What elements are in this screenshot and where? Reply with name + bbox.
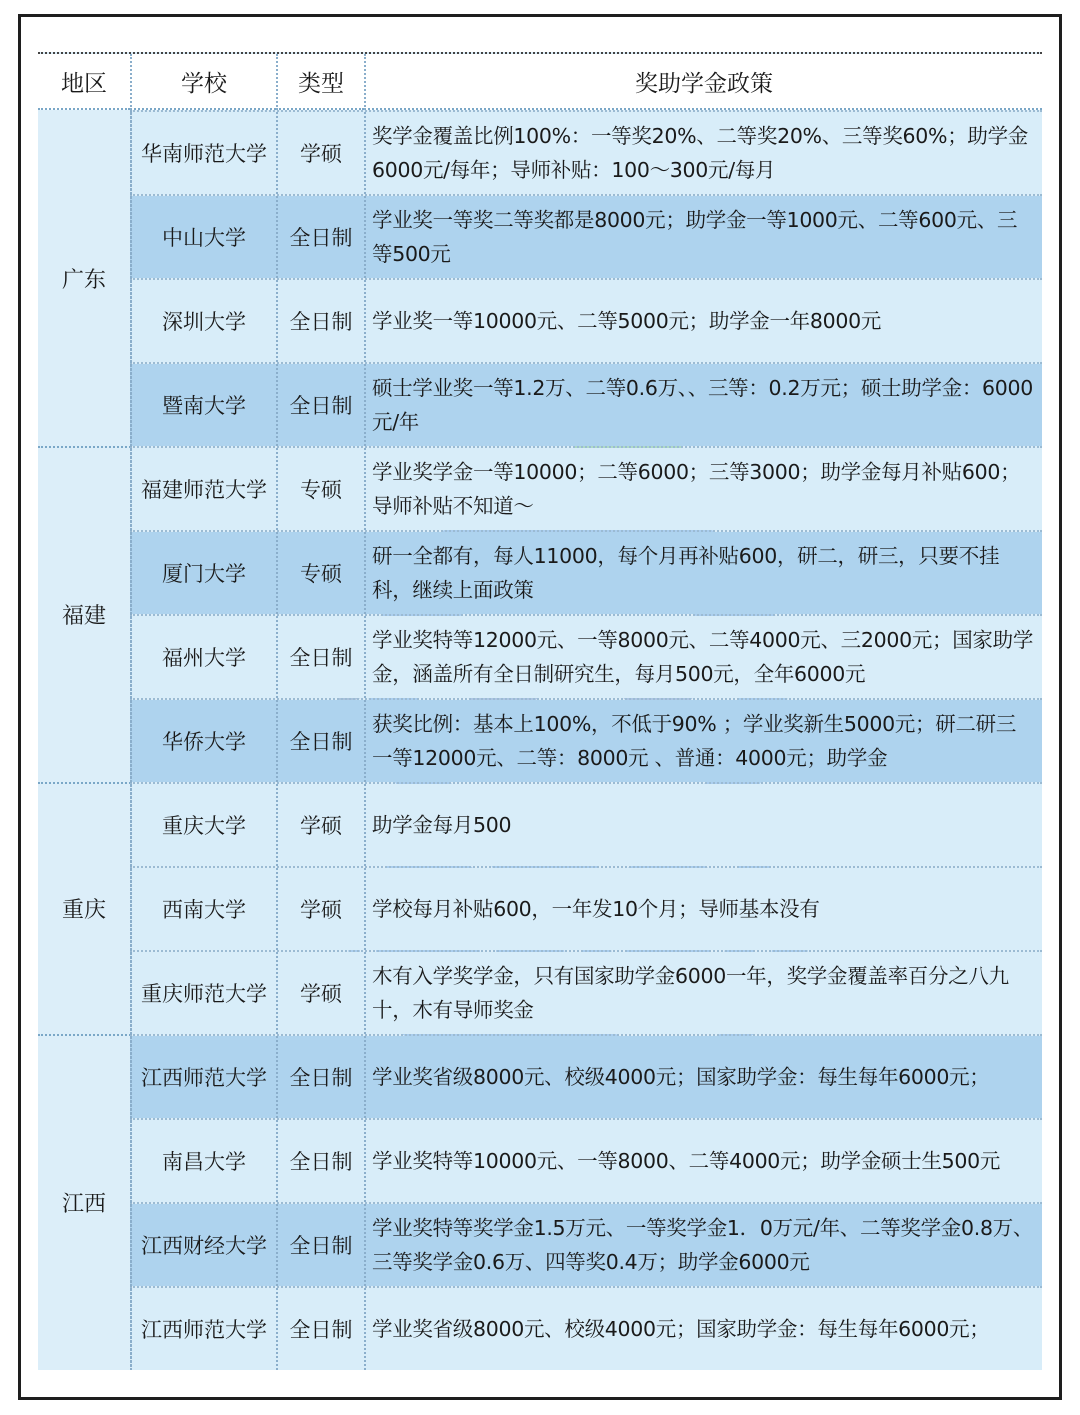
school-name: 重庆大学 [130,784,276,866]
table-row [130,782,1042,866]
degree-type: 全日制 [276,616,364,698]
policy-cell [364,1204,1042,1286]
scholarship-table [38,52,1042,1370]
school-name: 福州大学 [130,616,276,698]
policy-cell [364,784,1042,866]
region-cell: 广东 [61,267,106,293]
degree-type: 学硕 [276,952,364,1034]
header-policy: 奖助学金政策 [364,54,1042,110]
policy-cell [364,1120,1042,1202]
degree-type: 专硕 [276,532,364,614]
policy-cell [364,532,1042,614]
header-school: 学校 [130,54,276,110]
policy-cell [364,448,1042,530]
policy-text: 学业奖特等10000元、一等8000、二等4000元；助学金硕士生500元 [372,1149,1001,1173]
school-name: 重庆师范大学 [130,952,276,1034]
policy-cell [364,1288,1042,1370]
policy-text: 获奖比例：基本上100%，不低于90% ；学业奖新生5000元；研二研三一等12000元、二等：8000元 、普通：4000元；助学金 [372,712,1017,770]
school-name: 西南大学 [130,868,276,950]
policy-cell [364,112,1042,194]
school-name: 华侨大学 [130,700,276,782]
degree-type: 全日制 [276,1288,364,1370]
school-name: 南昌大学 [130,1120,276,1202]
school-name: 中山大学 [130,196,276,278]
table-row [130,362,1042,446]
table-row [130,446,1042,530]
table-row [130,1034,1042,1118]
degree-type: 全日制 [276,196,364,278]
table-row [130,110,1042,194]
table-row [130,1286,1042,1370]
degree-type: 全日制 [276,1120,364,1202]
policy-cell [364,1036,1042,1118]
region-cell: 福建 [61,603,106,629]
school-name: 深圳大学 [130,280,276,362]
region-cell: 江西 [61,1191,106,1217]
table-row [130,698,1042,782]
policy-text: 学业奖特等奖学金1.5万元、一等奖学金1．0万元/年、二等奖学金0.8万、三等奖学金0.6万、四等奖0.4万；助学金6000元 [372,1216,1034,1274]
policy-text: 学业奖一等奖二等奖都是8000元；助学金一等1000元、二等600元、三等500元 [372,208,1018,266]
table-row [130,1118,1042,1202]
degree-type: 全日制 [276,1204,364,1286]
region-column-divider [130,110,132,1370]
policy-text: 学业奖省级8000元、校级4000元；国家助学金：每生每年6000元； [372,1317,990,1341]
policy-cell [364,616,1042,698]
degree-type: 学硕 [276,112,364,194]
table-row [130,194,1042,278]
policy-text: 硕士学业奖一等1.2万、二等0.6万、、三等：0.2万元；硕士助学金：6000元/年 [372,376,1034,434]
school-name: 江西师范大学 [130,1036,276,1118]
table-row [130,950,1042,1034]
policy-cell [364,952,1042,1034]
school-name: 江西师范大学 [130,1288,276,1370]
degree-type: 学硕 [276,784,364,866]
school-name: 福建师范大学 [130,448,276,530]
table-row [130,866,1042,950]
policy-text: 学业奖一等10000元、二等5000元；助学金一年8000元 [372,309,882,333]
degree-type: 全日制 [276,280,364,362]
policy-cell [364,196,1042,278]
table-row [130,1202,1042,1286]
policy-text: 助学金每月500 [372,813,512,837]
policy-cell [364,364,1042,446]
table-row [130,278,1042,362]
degree-type: 全日制 [276,700,364,782]
degree-type: 学硕 [276,868,364,950]
policy-text: 奖学金覆盖比例100%：一等奖20%、二等奖20%、三等奖60%；助学金6000元/每年；导师补贴：100～300元/每月 [372,124,1028,182]
policy-text: 木有入学奖学金，只有国家助学金6000一年，奖学金覆盖率百分之八九十，木有导师奖金 [372,964,1009,1022]
school-name: 华南师范大学 [130,112,276,194]
school-name: 江西财经大学 [130,1204,276,1286]
header-type: 类型 [276,54,364,110]
policy-cell [364,700,1042,782]
degree-type: 全日制 [276,1036,364,1118]
school-name: 暨南大学 [130,364,276,446]
policy-text: 学业奖学金一等10000；二等6000；三等3000；助学金每月补贴600；导师补贴不知道～ [372,460,1021,518]
header-region: 地区 [38,54,130,110]
policy-text: 学业奖省级8000元、校级4000元；国家助学金：每生每年6000元； [372,1065,990,1089]
policy-text: 学业奖特等12000元、一等8000元、二等4000元、三2000元；国家助学金，涵盖所有全日制研究生，每月500元，全年6000元 [372,628,1034,686]
table-row [130,614,1042,698]
school-name: 厦门大学 [130,532,276,614]
table-row [130,530,1042,614]
region-cell: 重庆 [61,897,106,923]
policy-cell [364,868,1042,950]
policy-cell [364,280,1042,362]
policy-text: 研一全都有，每人11000，每个月再补贴600，研二，研三，只要不挂科，继续上面政策 [372,544,1000,602]
degree-type: 专硕 [276,448,364,530]
policy-text: 学校每月补贴600，一年发10个月；导师基本没有 [372,897,820,921]
degree-type: 全日制 [276,364,364,446]
